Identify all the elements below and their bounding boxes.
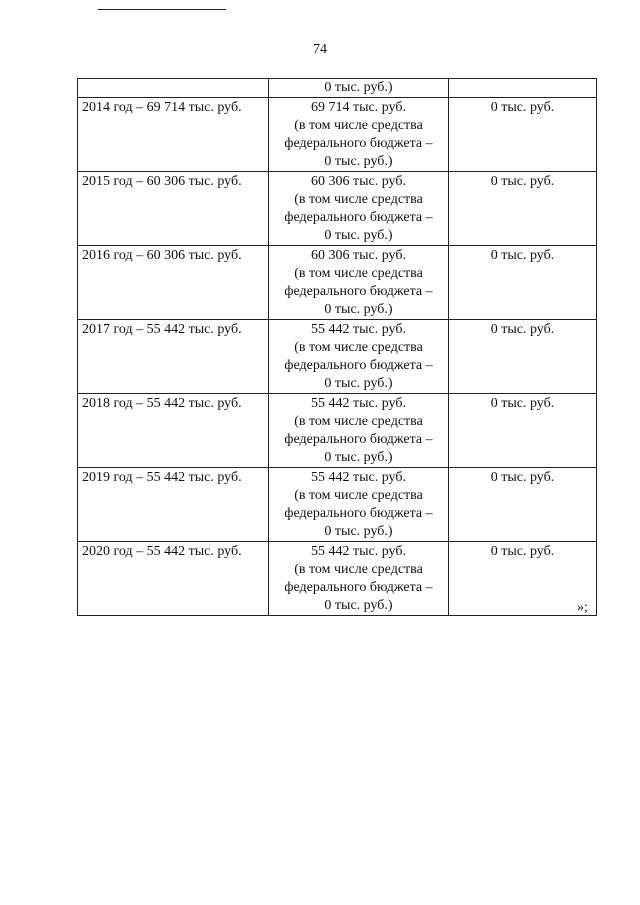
regional-note-2: федерального бюджета – (284, 136, 433, 151)
continuation-cell-year (78, 79, 269, 98)
regional-note-3: 0 тыс. руб.) (324, 450, 393, 465)
table-row (78, 542, 597, 616)
regional-note-1: (в том числе средства (294, 340, 423, 355)
table-row (78, 468, 597, 542)
regional-amount: 55 442 тыс. руб. (311, 470, 406, 485)
year-total-cell: 2020 год – 55 442 тыс. руб. (78, 542, 269, 616)
other-sources-cell: 0 тыс. руб. (449, 320, 597, 394)
regional-budget-cell (269, 98, 449, 172)
regional-amount: 55 442 тыс. руб. (311, 544, 406, 559)
regional-note-3: 0 тыс. руб.) (324, 154, 393, 169)
regional-amount: 60 306 тыс. руб. (311, 248, 406, 263)
year-total-cell: 2016 год – 60 306 тыс. руб. (78, 246, 269, 320)
regional-note-1: (в том числе средства (294, 414, 423, 429)
regional-note-2: федерального бюджета – (284, 358, 433, 373)
regional-note-2: федерального бюджета – (284, 432, 433, 447)
regional-budget-cell (269, 246, 449, 320)
continuation-cell-regional: 0 тыс. руб.) (269, 79, 449, 98)
regional-note-3: 0 тыс. руб.) (324, 376, 393, 391)
regional-note-3: 0 тыс. руб.) (324, 228, 393, 243)
regional-amount: 60 306 тыс. руб. (311, 174, 406, 189)
table-row (78, 320, 597, 394)
year-total-cell: 2018 год – 55 442 тыс. руб. (78, 394, 269, 468)
header-rule (98, 9, 226, 10)
funding-table-body (78, 79, 597, 616)
regional-note-1: (в том числе средства (294, 488, 423, 503)
regional-note-3: 0 тыс. руб.) (324, 598, 393, 613)
regional-note-2: федерального бюджета – (284, 284, 433, 299)
regional-amount: 69 714 тыс. руб. (311, 100, 406, 115)
regional-note-1: (в том числе средства (294, 266, 423, 281)
regional-note-3: 0 тыс. руб.) (324, 302, 393, 317)
regional-note-1: (в том числе средства (294, 562, 423, 577)
other-sources-cell: 0 тыс. руб. (449, 468, 597, 542)
regional-note-2: федерального бюджета – (284, 210, 433, 225)
regional-budget-cell (269, 172, 449, 246)
table-row (78, 98, 597, 172)
other-sources-cell: 0 тыс. руб. (449, 98, 597, 172)
other-sources-cell: 0 тыс. руб. (449, 542, 597, 616)
closing-quote-mark: »; (577, 600, 588, 615)
funding-table (77, 78, 597, 616)
regional-amount: 55 442 тыс. руб. (311, 396, 406, 411)
regional-budget-cell (269, 394, 449, 468)
other-sources-cell: 0 тыс. руб. (449, 246, 597, 320)
year-total-cell: 2015 год – 60 306 тыс. руб. (78, 172, 269, 246)
regional-amount: 55 442 тыс. руб. (311, 322, 406, 337)
year-total-cell: 2014 год – 69 714 тыс. руб. (78, 98, 269, 172)
regional-note-2: федерального бюджета – (284, 506, 433, 521)
regional-note-1: (в том числе средства (294, 192, 423, 207)
page-number: 74 (313, 42, 327, 57)
other-sources-cell: 0 тыс. руб. (449, 394, 597, 468)
regional-note-1: (в том числе средства (294, 118, 423, 133)
other-sources-cell: 0 тыс. руб. (449, 172, 597, 246)
year-total-cell: 2017 год – 55 442 тыс. руб. (78, 320, 269, 394)
table-row (78, 246, 597, 320)
regional-budget-cell (269, 542, 449, 616)
year-total-cell: 2019 год – 55 442 тыс. руб. (78, 468, 269, 542)
table-row (78, 172, 597, 246)
regional-budget-cell (269, 320, 449, 394)
continuation-cell-other (449, 79, 597, 98)
regional-note-2: федерального бюджета – (284, 580, 433, 595)
regional-note-3: 0 тыс. руб.) (324, 524, 393, 539)
regional-budget-cell (269, 468, 449, 542)
table-row-continuation (78, 79, 597, 98)
table-row (78, 394, 597, 468)
